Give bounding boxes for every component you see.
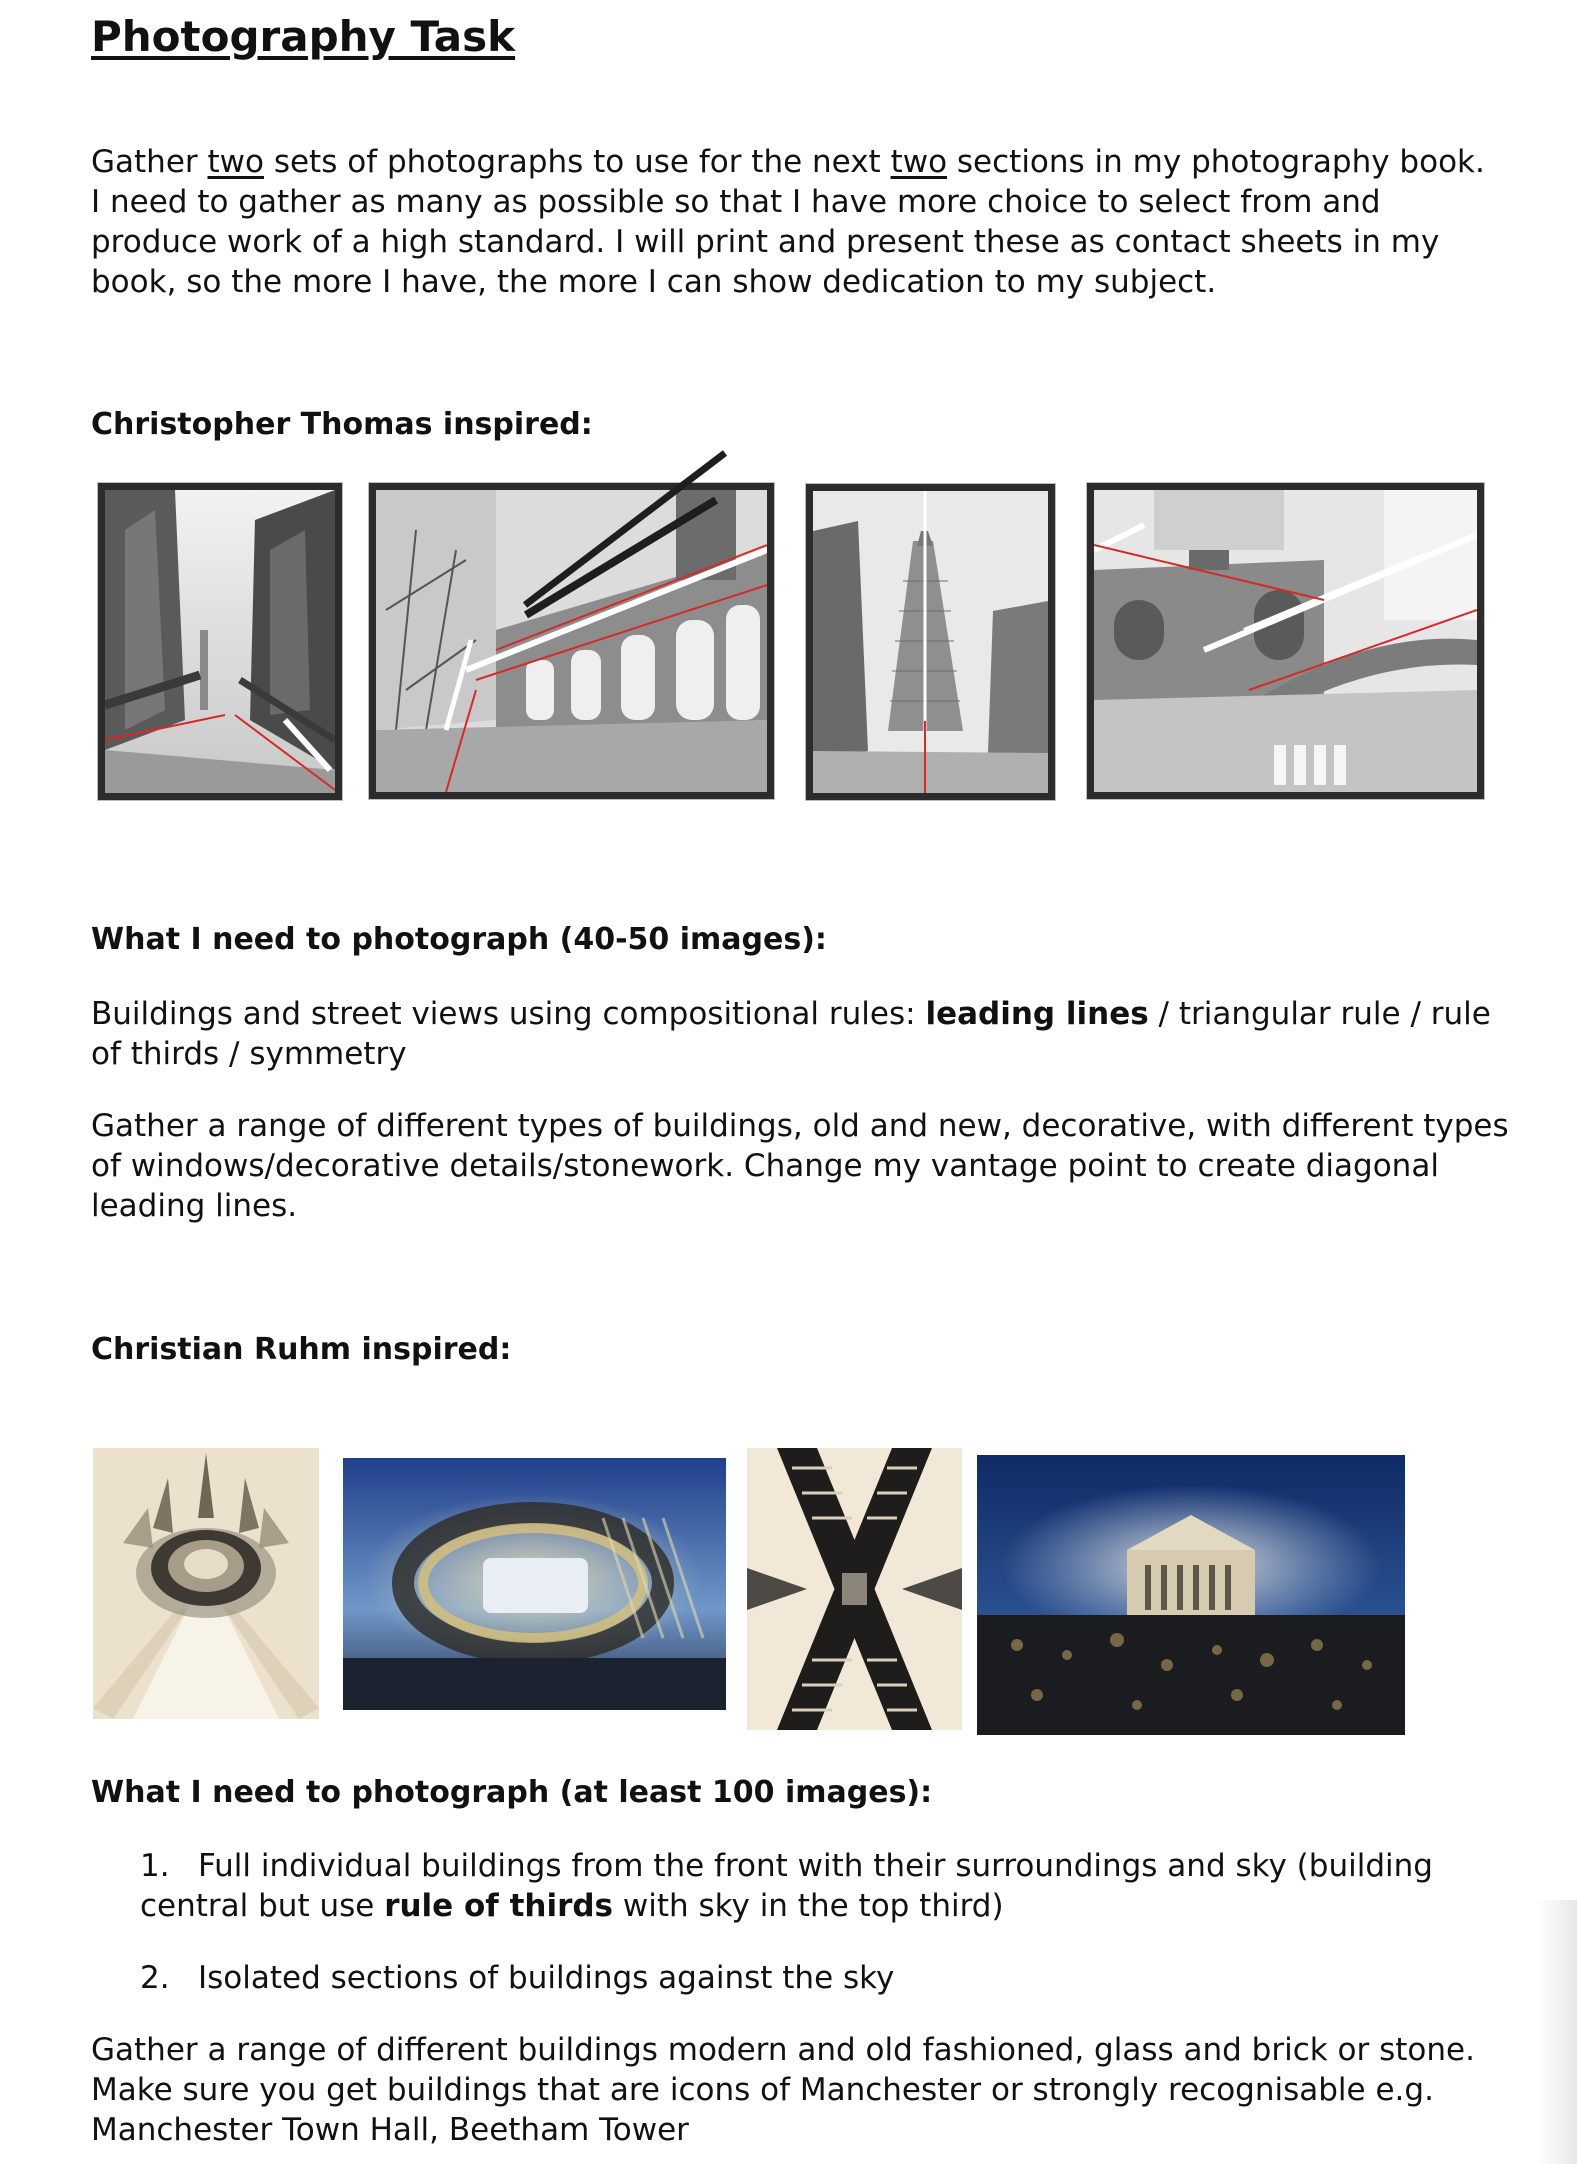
photo-grand-central <box>1087 483 1484 799</box>
intro-underlined-two-2: two <box>890 144 948 180</box>
photo-sepia-tower <box>93 1448 319 1719</box>
section1-need-heading: What I need to photograph (40-50 images): <box>91 922 827 957</box>
list-item-bold-rule-of-thirds: rule of thirds <box>384 1888 614 1924</box>
list-item-text: Full individual buildings from the front with their surroundings and sky (building central but use <box>140 1848 1433 1924</box>
blurred-stadium-image <box>343 1458 726 1710</box>
intro-text-1: Gather <box>91 144 208 180</box>
section2-details-paragraph: Gather a range of different buildings modern and old fashioned, glass and brick or stone. Make sure you get buildings that are icons of Manchester or strongly recognisable e.g. Manchester Town Hall, Beetham Tower <box>91 2032 1475 2148</box>
photo-mirrored-building <box>747 1448 962 1730</box>
section2-need-heading: What I need to photograph (at least 100 images): <box>91 1775 933 1810</box>
grand-central-image <box>1094 490 1477 792</box>
section1-details-paragraph: Gather a range of different types of buildings, old and new, decorative, with different types of windows/decorative details/stonework. Change my vantage point to create diagonal leading lines. <box>91 1108 1509 1224</box>
page-title: Photography Task <box>91 12 516 61</box>
leading-line-overlay <box>520 450 730 610</box>
sepia-tower-image <box>93 1448 319 1719</box>
rules-suffix: / triangular rule / rule of thirds / symmetry <box>91 996 1491 1072</box>
list-item-text: Isolated sections of buildings against the sky <box>198 1960 895 1996</box>
rules-bold-leading-lines: leading lines <box>925 996 1149 1032</box>
list-item-number: 1. <box>140 1848 170 1884</box>
photo-blurred-stadium <box>343 1458 726 1710</box>
mirrored-building-image <box>747 1448 962 1730</box>
flatiron-image <box>813 491 1048 793</box>
list-item <box>140 1846 1490 1926</box>
list-item-number: 2. <box>140 1960 170 1996</box>
photo-blurred-building-crowd <box>977 1455 1405 1735</box>
section1-rules-paragraph <box>91 994 1511 1074</box>
intro-underlined-two-1: two <box>207 144 264 180</box>
list-item <box>140 1958 1490 1998</box>
section1-heading: Christopher Thomas inspired: <box>91 407 593 442</box>
photo-flatiron-building <box>806 484 1055 800</box>
section2-heading: Christian Ruhm inspired: <box>91 1332 512 1367</box>
photo-street-canyon <box>98 483 342 800</box>
intro-paragraph <box>91 142 1491 302</box>
blurred-building-crowd-image <box>977 1455 1405 1735</box>
page-edge-shadow <box>1537 1900 1577 2164</box>
street-canyon-image <box>105 490 335 793</box>
intro-text-2: sets of photographs to use for the next <box>263 144 891 180</box>
intro-text-3: sections in my photography book. I need to gather as many as possible so that I have more choice to select from and produce work of a high standard. I will print and present these as contact sheets in my book, so the more I have, the more I can show dedication to my subject. <box>91 144 1485 300</box>
rules-prefix: Buildings and street views using compositional rules: <box>91 996 926 1032</box>
list-item-suffix: with sky in the top third) <box>613 1888 1004 1924</box>
